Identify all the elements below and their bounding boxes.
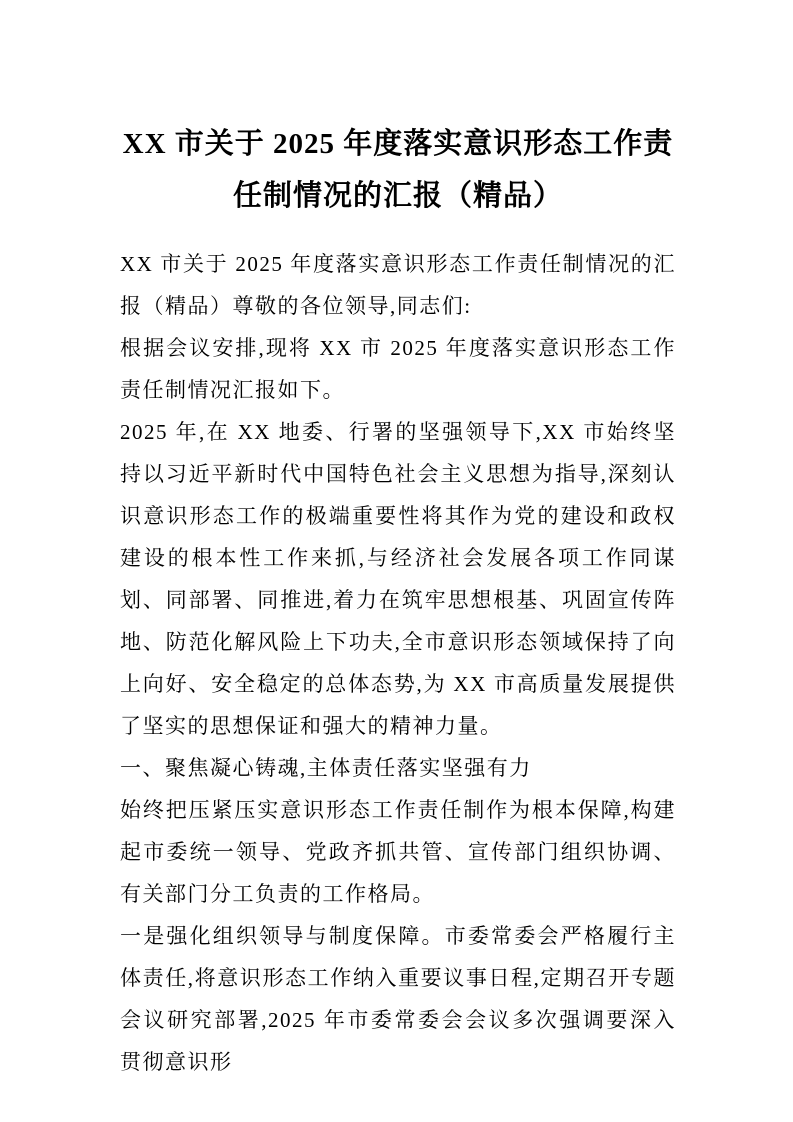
paragraph-overview: 2025 年,在 XX 地委、行署的坚强领导下,XX 市始终坚持以习近平新时代中国特色社会主义思想为指导,深刻认识意识形态工作的极端重要性将其作为党的建设和政权建设的根本性工作来抓,与经济社会发展各项工作同谋划、同部署、同推进,着力在筑牢思想根基、巩固宣传阵地、防范化解风险上下功夫,全市意识形态领域保持了向上向好、安全稳定的总体态势,为 XX 市高质量发展提供了坚实的思想保证和强大的精神力量。 xyxy=(120,420,676,738)
paragraph-salutation: XX 市关于 2025 年度落实意识形态工作责任制情况的汇报（精品）尊敬的各位领导,同志们: xyxy=(120,252,676,318)
document-title: XX 市关于 2025 年度落实意识形态工作责任制情况的汇报（精品） xyxy=(122,128,674,212)
section-heading-1: 一、聚焦凝心铸魂,主体责任落实坚强有力 xyxy=(120,756,532,780)
paragraph-point-1: 一是强化组织领导与制度保障。市委常委会严格履行主体责任,将意识形态工作纳入重要议事日程,定期召开专题会议研究部署,2025 年市委常委会会议多次强调要深入贯彻意识形 xyxy=(120,924,676,1074)
paragraph-section1-lead: 始终把压紧压实意识形态工作责任制作为根本保障,构建起市委统一领导、党政齐抓共管、宣传部门组织协调、有关部门分工负责的工作格局。 xyxy=(120,798,676,906)
paragraph-intro: 根据会议安排,现将 XX 市 2025 年度落实意识形态工作责任制情况汇报如下。 xyxy=(120,336,676,402)
